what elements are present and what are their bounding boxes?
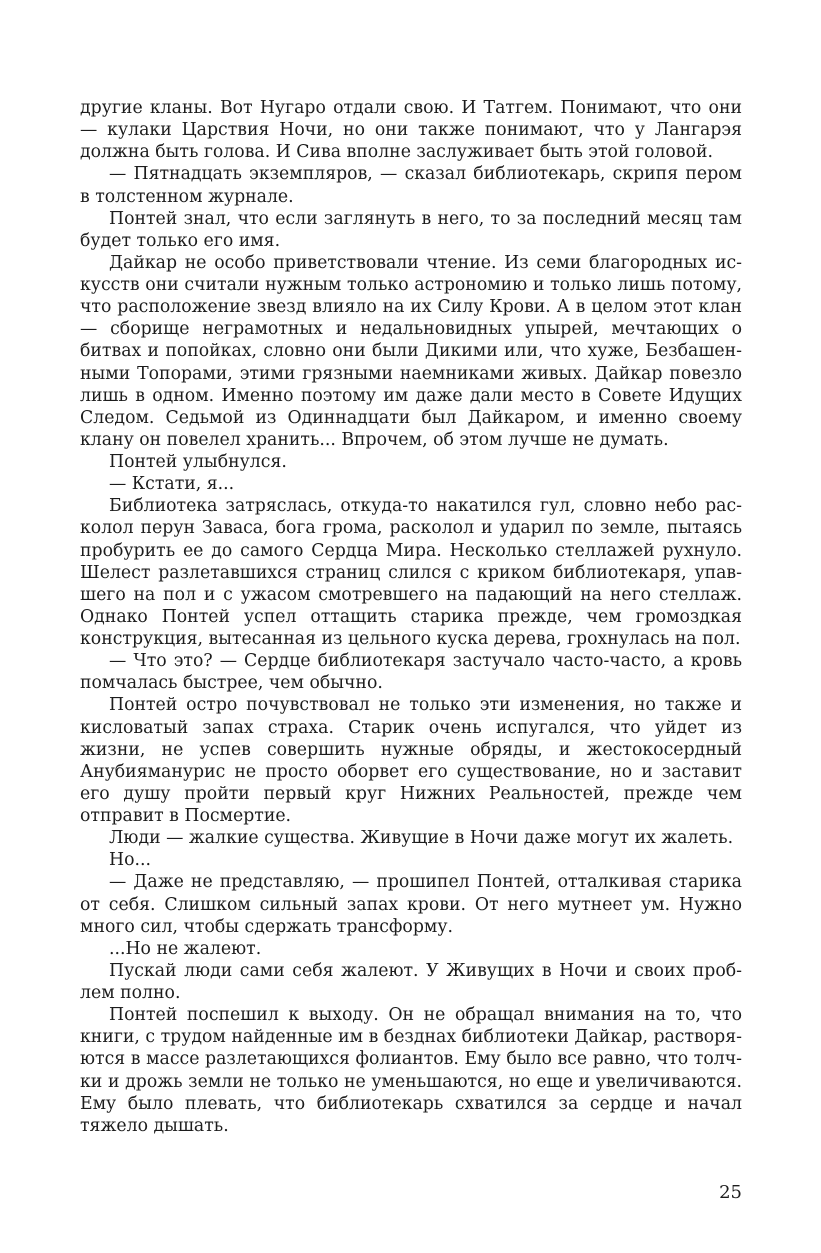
paragraph: Библиотека затряслась, откуда-то накатился гул, словно небо расколол перун Заваса, бога грома, расколол и ударил по земле, пытаясь пробурить ее до самого Сердца Мира. Несколько стеллажей рухнуло. Шелест разлетавшихся страниц слился с криком библиотекаря, упавшего на пол и с ужасом смотревшего на падающий на него стеллаж. Однако Понтей успел оттащить старика прежде, чем громоздкая конструкция, вытесанная из цельного куска дерева, грохнулась на пол. [80,496,742,649]
paragraph: Но... [109,850,151,871]
paragraph: — Что это? — Сердце библиотекаря застучало часто-часто, а кровь помчалась быстрее, чем обычно. [80,651,742,694]
paragraph: Дайкар не особо приветствовали чтение. Из семи благородных искусств они считали нужным только астрономию и только лишь потому, что расположение звезд влияло на их Силу Крови. А в целом этот клан — сборище неграмотных и недальновидных упырей, мечтающих о битвах и попойках, словно они были Дикими или, что хуже, Безбашенными Топорами, этими грязными наемниками живых. Дайкар повезло лишь в одном. Именно поэтому им даже дали место в Совете Идущих Следом. Седьмой из Одиннадцати был Дайкаром, и именно своему клану он повелел хранить... Впрочем, об этом лучше не думать. [80,252,742,450]
paragraph: Люди — жалкие существа. Живущие в Ночи даже могут их жалеть. [109,828,734,849]
paragraph: Понтей поспешил к выходу. Он не обращал внимания на то, что книги, с трудом найденные им в безднах библиотеки Дайкар, растворяются в массе разлетающихся фолиантов. Ему было все равно, что толчки и дрожь земли не только не уменьшаются, но еще и увеличиваются. Ему было плевать, что библиотекарь схватился за сердце и начал тяжело дышать. [80,1005,742,1136]
paragraph: — Пятнадцать экземпляров, — сказал библиотекарь, скрипя пером в толстенном журнале. [80,164,742,207]
paragraph: Понтей знал, что если заглянуть в него, то за последний месяц там будет только его имя. [80,208,742,251]
paragraph: — Кстати, я... [109,474,235,495]
paragraph: Понтей остро почувствовал не только эти изменения, но также и кисловатый запах страха. Старик очень испугался, что уйдет из жизни, не успев совершить нужные обряды, и жестокосердный Анубиямануpис не просто оборвет его существование, но и заставит его душу пройти первый круг Нижних Реальностей, прежде чем отправит в Посмертие. [80,695,742,826]
paragraph: ...Но не жалеют. [109,938,262,959]
body-text [80,97,742,1137]
paragraph: Пускай люди сами себя жалеют. У Живущих в Ночи и своих проблем полно. [80,960,742,1003]
paragraph: другие кланы. Вот Нугаро отдали свою. И Татгем. Понимают, что они — кулаки Царствия Ночи, но они также понимают, что у Лангарэя должна быть голова. И Сива вполне заслуживает быть этой головой. [80,98,742,163]
paragraph: — Даже не представляю, — прошипел Понтей, отталкивая старика от себя. Слишком сильный запах крови. От него мутнеет ум. Нужно много сил, чтобы сдержать трансформу. [80,872,742,937]
paragraph: Понтей улыбнулся. [109,452,287,472]
page-number: 25 [719,1182,742,1203]
